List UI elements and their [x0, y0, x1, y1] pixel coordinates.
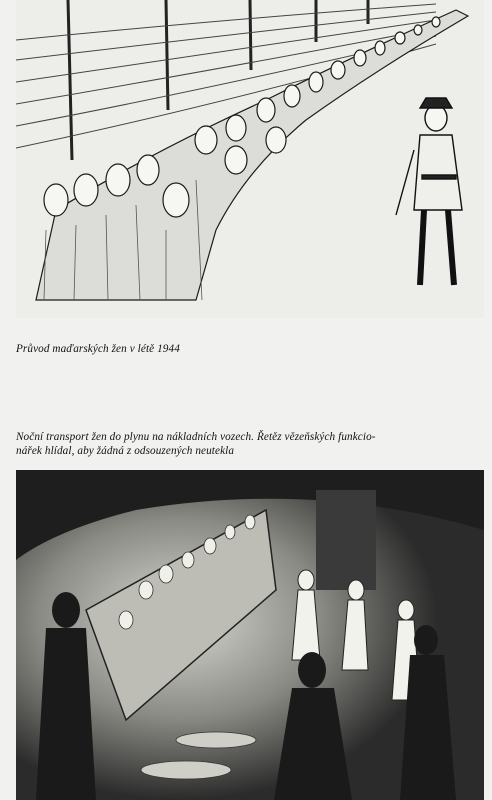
top-caption: Průvod maďarských žen v létě 1944	[16, 343, 180, 355]
doorway	[316, 490, 376, 590]
top-illustration	[16, 0, 484, 318]
bottom-caption	[16, 430, 456, 458]
night-transport-drawing	[16, 470, 484, 800]
procession-drawing	[16, 0, 484, 318]
bottom-caption-line-1: Noční transport žen do plynu na nákladních vozech. Řetěz vězeňských funkcio-	[16, 431, 376, 443]
bottom-caption-line-2: nářek hlídal, aby žádná z odsouzených neutekla	[16, 445, 235, 457]
bottom-illustration	[16, 470, 484, 800]
guard-figure	[396, 98, 462, 285]
